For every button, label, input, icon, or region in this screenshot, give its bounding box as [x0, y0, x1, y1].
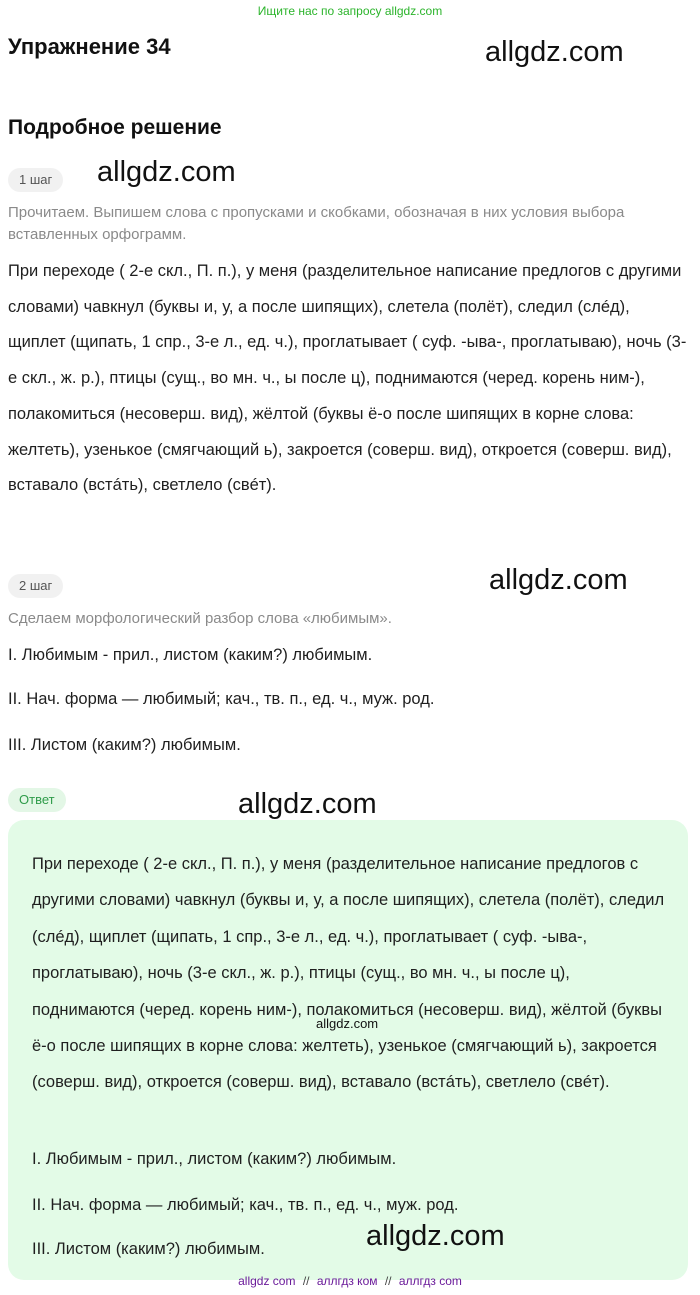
answer-line: II. Нач. форма — любимый; кач., тв. п., ед. ч., муж. род.: [32, 1196, 459, 1214]
watermark: allgdz.com: [97, 156, 236, 188]
step-1-intro: Прочитаем. Выпишем слова с пропусками и скобками, обозначая в них условия выбора вставленных орфограмм.: [8, 204, 625, 243]
watermark: allgdz.com: [316, 1016, 379, 1031]
step-2-intro: Сделаем морфологический разбор слова «любимым».: [8, 610, 392, 627]
answer-badge: Ответ: [8, 788, 66, 812]
step-1-text: При переходе ( 2-е скл., П. п.), у меня (разделительное написание предлогов с другими словами) чавкнул (буквы и, у, а после шипящих), слетела (полёт), следил (слéд), щиплет (щипать, 1 спр., 3-е л., ед. ч.), проглатывает ( суф. -ыва-, проглатываю), ночь (3-е скл., ж. р.), птицы (сущ., во мн. ч., ы после ц), поднимаются (черед. корень ним-), полакомиться (несоверш. вид), жёлтой (буквы ё-о после шипящих в корне слова: желтеть), узенькое (смягчающий ь), закроется (соверш. вид), откроется (соверш. вид), вставало (встáть), светлело (свéт).: [8, 262, 687, 495]
answer-box: [8, 820, 688, 1280]
step-2-line: I. Любимым - прил., листом (каким?) любимым.: [8, 646, 373, 664]
watermark: allgdz.com: [366, 1220, 505, 1252]
answer-text: При переходе ( 2-е скл., П. п.), у меня (разделительное написание предлогов с другими словами) чавкнул (буквы и, у, а после шипящих), слетела (полёт), следил (слéд), щиплет (щипать, 1 спр., 3-е л., ед. ч.), проглатывает ( суф. -ыва-, проглатываю), ночь (3-е скл., ж. р.), птицы (сущ., во мн. ч., ы после ц), поднимаются (черед. корень ним-), полакомиться (несоверш. вид), жёлтой (буквы ё-о после шипящих в корне слова: желтеть), узенькое (смягчающий ь), закроется (соверш. вид), откроется (соверш. вид), вставало (встáть), светлело (свéт).: [32, 855, 665, 1092]
step-1-badge: 1 шаг: [8, 168, 63, 192]
footer-links: [0, 1274, 700, 1288]
top-banner[interactable]: Ищите нас по запросу allgdz.com: [257, 4, 443, 18]
footer-link[interactable]: allgdz com: [238, 1274, 296, 1288]
watermark: allgdz.com: [489, 564, 628, 596]
footer-separator: //: [384, 1274, 392, 1288]
step-2-line: II. Нач. форма — любимый; кач., тв. п., ед. ч., муж. род.: [8, 690, 435, 708]
footer-separator: //: [302, 1274, 310, 1288]
section-title: Подробное решение: [8, 116, 222, 139]
step-2-line: III. Листом (каким?) любимым.: [8, 736, 241, 754]
watermark: allgdz.com: [485, 36, 624, 68]
answer-line: III. Листом (каким?) любимым.: [32, 1240, 265, 1258]
answer-line: I. Любимым - прил., листом (каким?) любимым.: [32, 1150, 397, 1168]
page-title: Упражнение 34: [8, 34, 171, 59]
watermark: allgdz.com: [238, 788, 377, 820]
step-2-badge: 2 шаг: [8, 574, 63, 598]
footer-link[interactable]: аллгдз ком: [316, 1274, 378, 1288]
footer-link[interactable]: аллгдз com: [398, 1274, 462, 1288]
